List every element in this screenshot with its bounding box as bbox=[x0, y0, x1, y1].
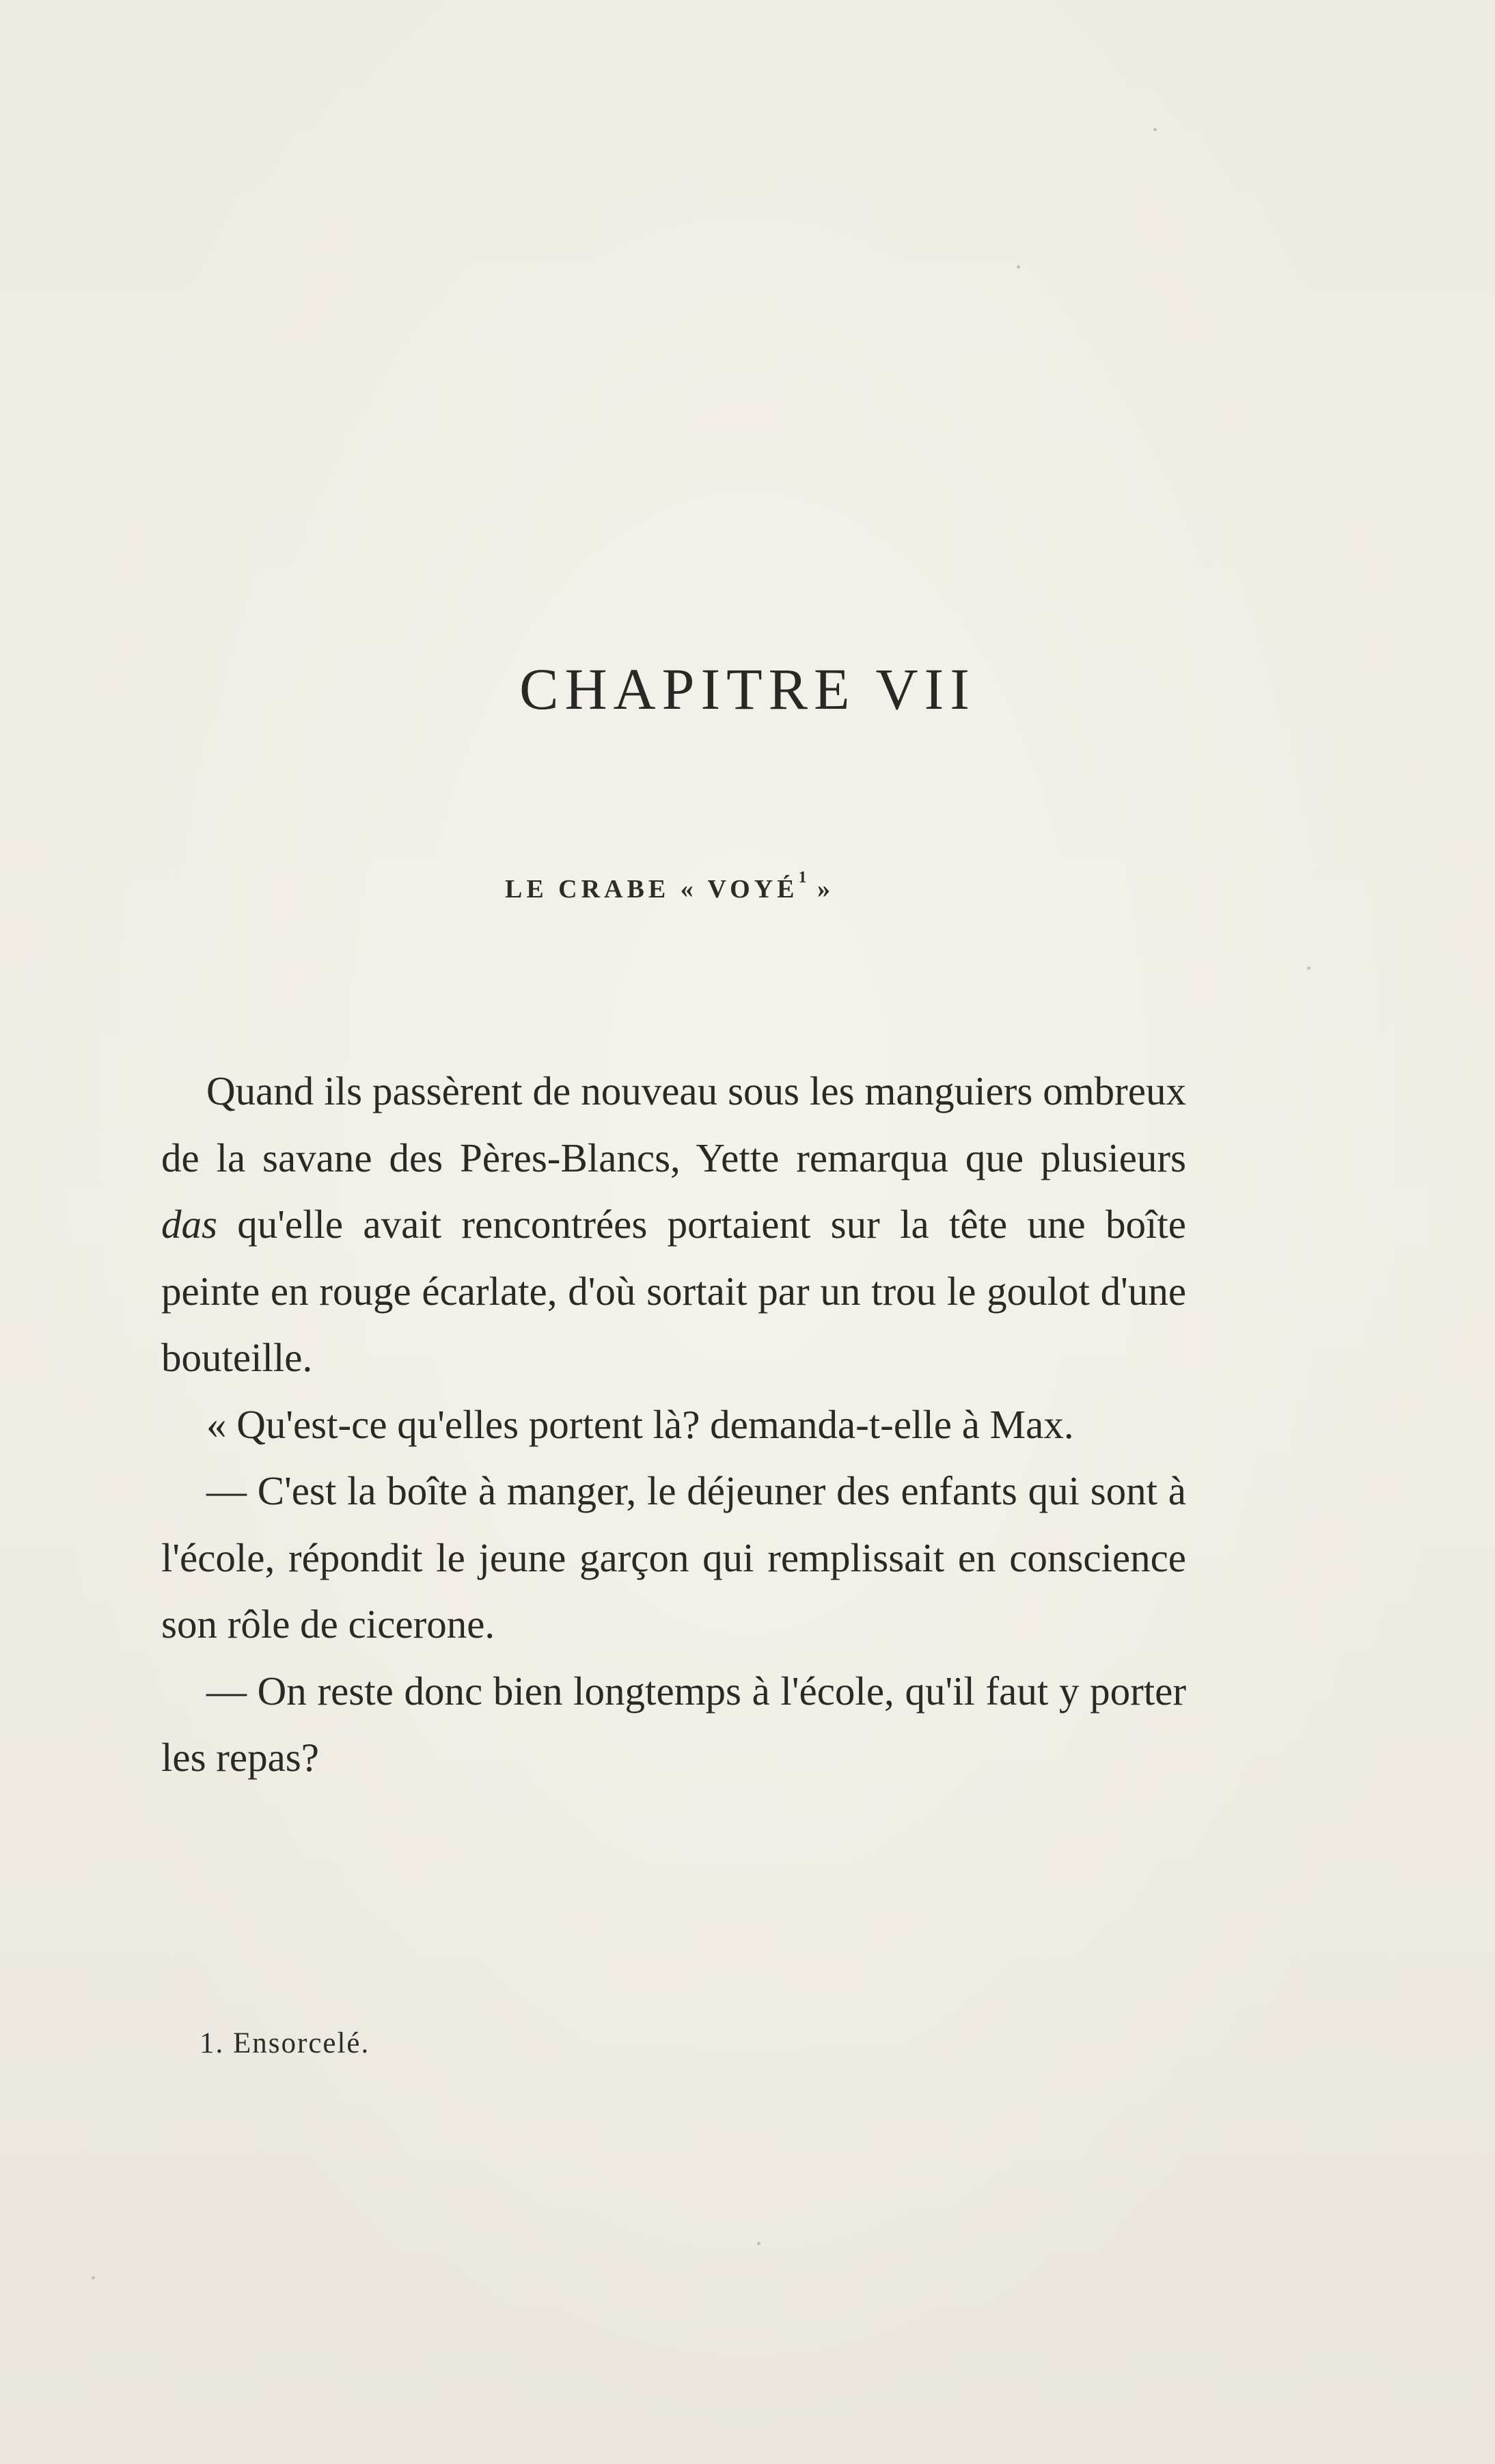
chapter-subtitle bbox=[0, 869, 1339, 902]
paper-speck bbox=[1153, 128, 1157, 131]
footnote-reference: 1 bbox=[798, 869, 807, 886]
paper-speck bbox=[1307, 966, 1311, 970]
chapter-subtitle-close: » bbox=[806, 875, 835, 904]
footnote: 1. Ensorcelé. bbox=[200, 2027, 370, 2059]
paper-speck bbox=[1017, 265, 1020, 269]
paper-speck bbox=[92, 2276, 95, 2279]
paragraph bbox=[161, 1058, 1186, 1392]
italic-word: das bbox=[161, 1202, 217, 1247]
paragraph-text: Quand ils passèrent de nouveau sous les manguiers ombreux de la savane des Pères-Blancs, Yette remarqua que plusieurs bbox=[161, 1068, 1186, 1180]
paragraph: — C'est la boîte à manger, le déjeuner des enfants qui sont à l'école, répondit le jeune garçon qui remplissait en conscience son rôle de cicerone. bbox=[161, 1468, 1186, 1647]
paragraph-text: qu'elle avait rencontrées portaient sur la tête une boîte peinte en rouge écarlate, d'où sortait par un trou le goulot d'une bouteille. bbox=[161, 1202, 1186, 1380]
body-text bbox=[161, 1058, 1186, 1791]
chapter-title: CHAPITRE VII bbox=[519, 656, 976, 722]
chapter-subtitle-text: LE CRABE « VOYÉ bbox=[504, 875, 799, 904]
paragraph: — On reste donc bien longtemps à l'école, qu'il faut y porter les repas? bbox=[161, 1668, 1186, 1780]
paragraph: « Qu'est-ce qu'elles portent là? demanda-t-elle à Max. bbox=[206, 1401, 1074, 1447]
paper-speck bbox=[757, 2242, 760, 2245]
